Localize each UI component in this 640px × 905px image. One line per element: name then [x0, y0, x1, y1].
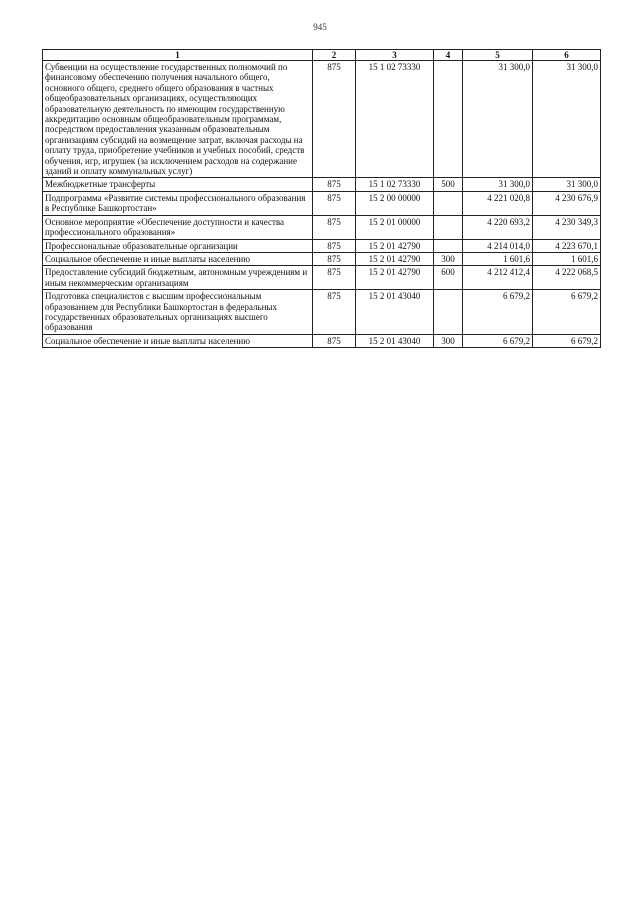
header-col-4: 4	[434, 50, 463, 61]
row-vr: 300	[434, 252, 463, 265]
header-col-2: 2	[313, 50, 356, 61]
header-row	[43, 50, 601, 61]
row-value-2: 4 222 068,5	[533, 266, 601, 290]
row-value-2: 1 601,6	[533, 252, 601, 265]
row-kbk: 15 2 01 43040	[356, 334, 434, 347]
row-vr: 600	[434, 266, 463, 290]
row-value-2: 31 300,0	[533, 178, 601, 191]
row-code: 875	[313, 61, 356, 178]
row-vr	[434, 290, 463, 335]
row-value-1: 1 601,6	[463, 252, 533, 265]
row-value-1: 31 300,0	[463, 178, 533, 191]
table-row	[43, 266, 601, 290]
row-name: Межбюджетные трансферты	[43, 178, 313, 191]
table-row	[43, 191, 601, 215]
row-vr	[434, 61, 463, 178]
table-row	[43, 290, 601, 335]
row-value-1: 4 212 412,4	[463, 266, 533, 290]
row-vr	[434, 215, 463, 239]
row-name: Профессиональные образовательные организации	[43, 239, 313, 252]
row-kbk: 15 2 01 42790	[356, 239, 434, 252]
row-name: Основное мероприятие «Обеспечение доступности и качества профессионального образования»	[43, 215, 313, 239]
row-value-1: 6 679,2	[463, 334, 533, 347]
row-vr: 500	[434, 178, 463, 191]
header-col-6: 6	[533, 50, 601, 61]
table-row	[43, 252, 601, 265]
row-name: Субвенции на осуществление государственных полномочий по финансовому обеспечению получения начального общего, основного общего, среднего общего образования в частных общеобразовательных организациях, осуществляющих образовательную деятельность по имеющим государственную аккредитацию основным общеобразовательным программам, посредством предоставления указанным образовательным организациям субсидий на возмещение затрат, включая расходы на оплату труда, приобретение учебников и учебных пособий, средств обучения, игр, игрушек (за исключением расходов на содержание зданий и оплату коммунальных услуг)	[43, 61, 313, 178]
row-value-1: 4 220 693,2	[463, 215, 533, 239]
row-name: Социальное обеспечение и иные выплаты населению	[43, 252, 313, 265]
row-value-2: 4 230 349,3	[533, 215, 601, 239]
row-kbk: 15 2 01 43040	[356, 290, 434, 335]
row-kbk: 15 2 01 42790	[356, 266, 434, 290]
header-col-1: 1	[43, 50, 313, 61]
table-row	[43, 61, 601, 178]
row-code: 875	[313, 239, 356, 252]
row-code: 875	[313, 266, 356, 290]
row-name: Подпрограмма «Развитие системы профессионального образования в Республике Башкортостан»	[43, 191, 313, 215]
row-code: 875	[313, 290, 356, 335]
row-kbk: 15 1 02 73330	[356, 178, 434, 191]
row-value-2: 6 679,2	[533, 334, 601, 347]
row-value-2: 31 300,0	[533, 61, 601, 178]
row-value-1: 6 679,2	[463, 290, 533, 335]
row-value-2: 6 679,2	[533, 290, 601, 335]
row-name: Социальное обеспечение и иные выплаты населению	[43, 334, 313, 347]
row-kbk: 15 1 02 73330	[356, 61, 434, 178]
row-value-1: 4 214 014,0	[463, 239, 533, 252]
table-row	[43, 178, 601, 191]
row-value-2: 4 223 670,1	[533, 239, 601, 252]
row-code: 875	[313, 334, 356, 347]
header-col-5: 5	[463, 50, 533, 61]
row-name: Подготовка специалистов с высшим профессиональным образованием для Республики Башкортостан в федеральных государственных образовательных организациях высшего образования	[43, 290, 313, 335]
row-vr	[434, 191, 463, 215]
table-row	[43, 334, 601, 347]
header-col-3: 3	[356, 50, 434, 61]
budget-table	[42, 49, 601, 348]
row-name: Предоставление субсидий бюджетным, автономным учреждениям и иным некоммерческим организациям	[43, 266, 313, 290]
row-value-1: 4 221 020,8	[463, 191, 533, 215]
page-number: 945	[313, 22, 327, 32]
row-value-2: 4 230 676,9	[533, 191, 601, 215]
row-vr	[434, 239, 463, 252]
row-kbk: 15 2 01 00000	[356, 215, 434, 239]
table-row	[43, 239, 601, 252]
row-vr: 300	[434, 334, 463, 347]
row-kbk: 15 2 00 00000	[356, 191, 434, 215]
row-code: 875	[313, 178, 356, 191]
table-row	[43, 215, 601, 239]
row-value-1: 31 300,0	[463, 61, 533, 178]
row-code: 875	[313, 191, 356, 215]
row-code: 875	[313, 252, 356, 265]
row-kbk: 15 2 01 42790	[356, 252, 434, 265]
row-code: 875	[313, 215, 356, 239]
